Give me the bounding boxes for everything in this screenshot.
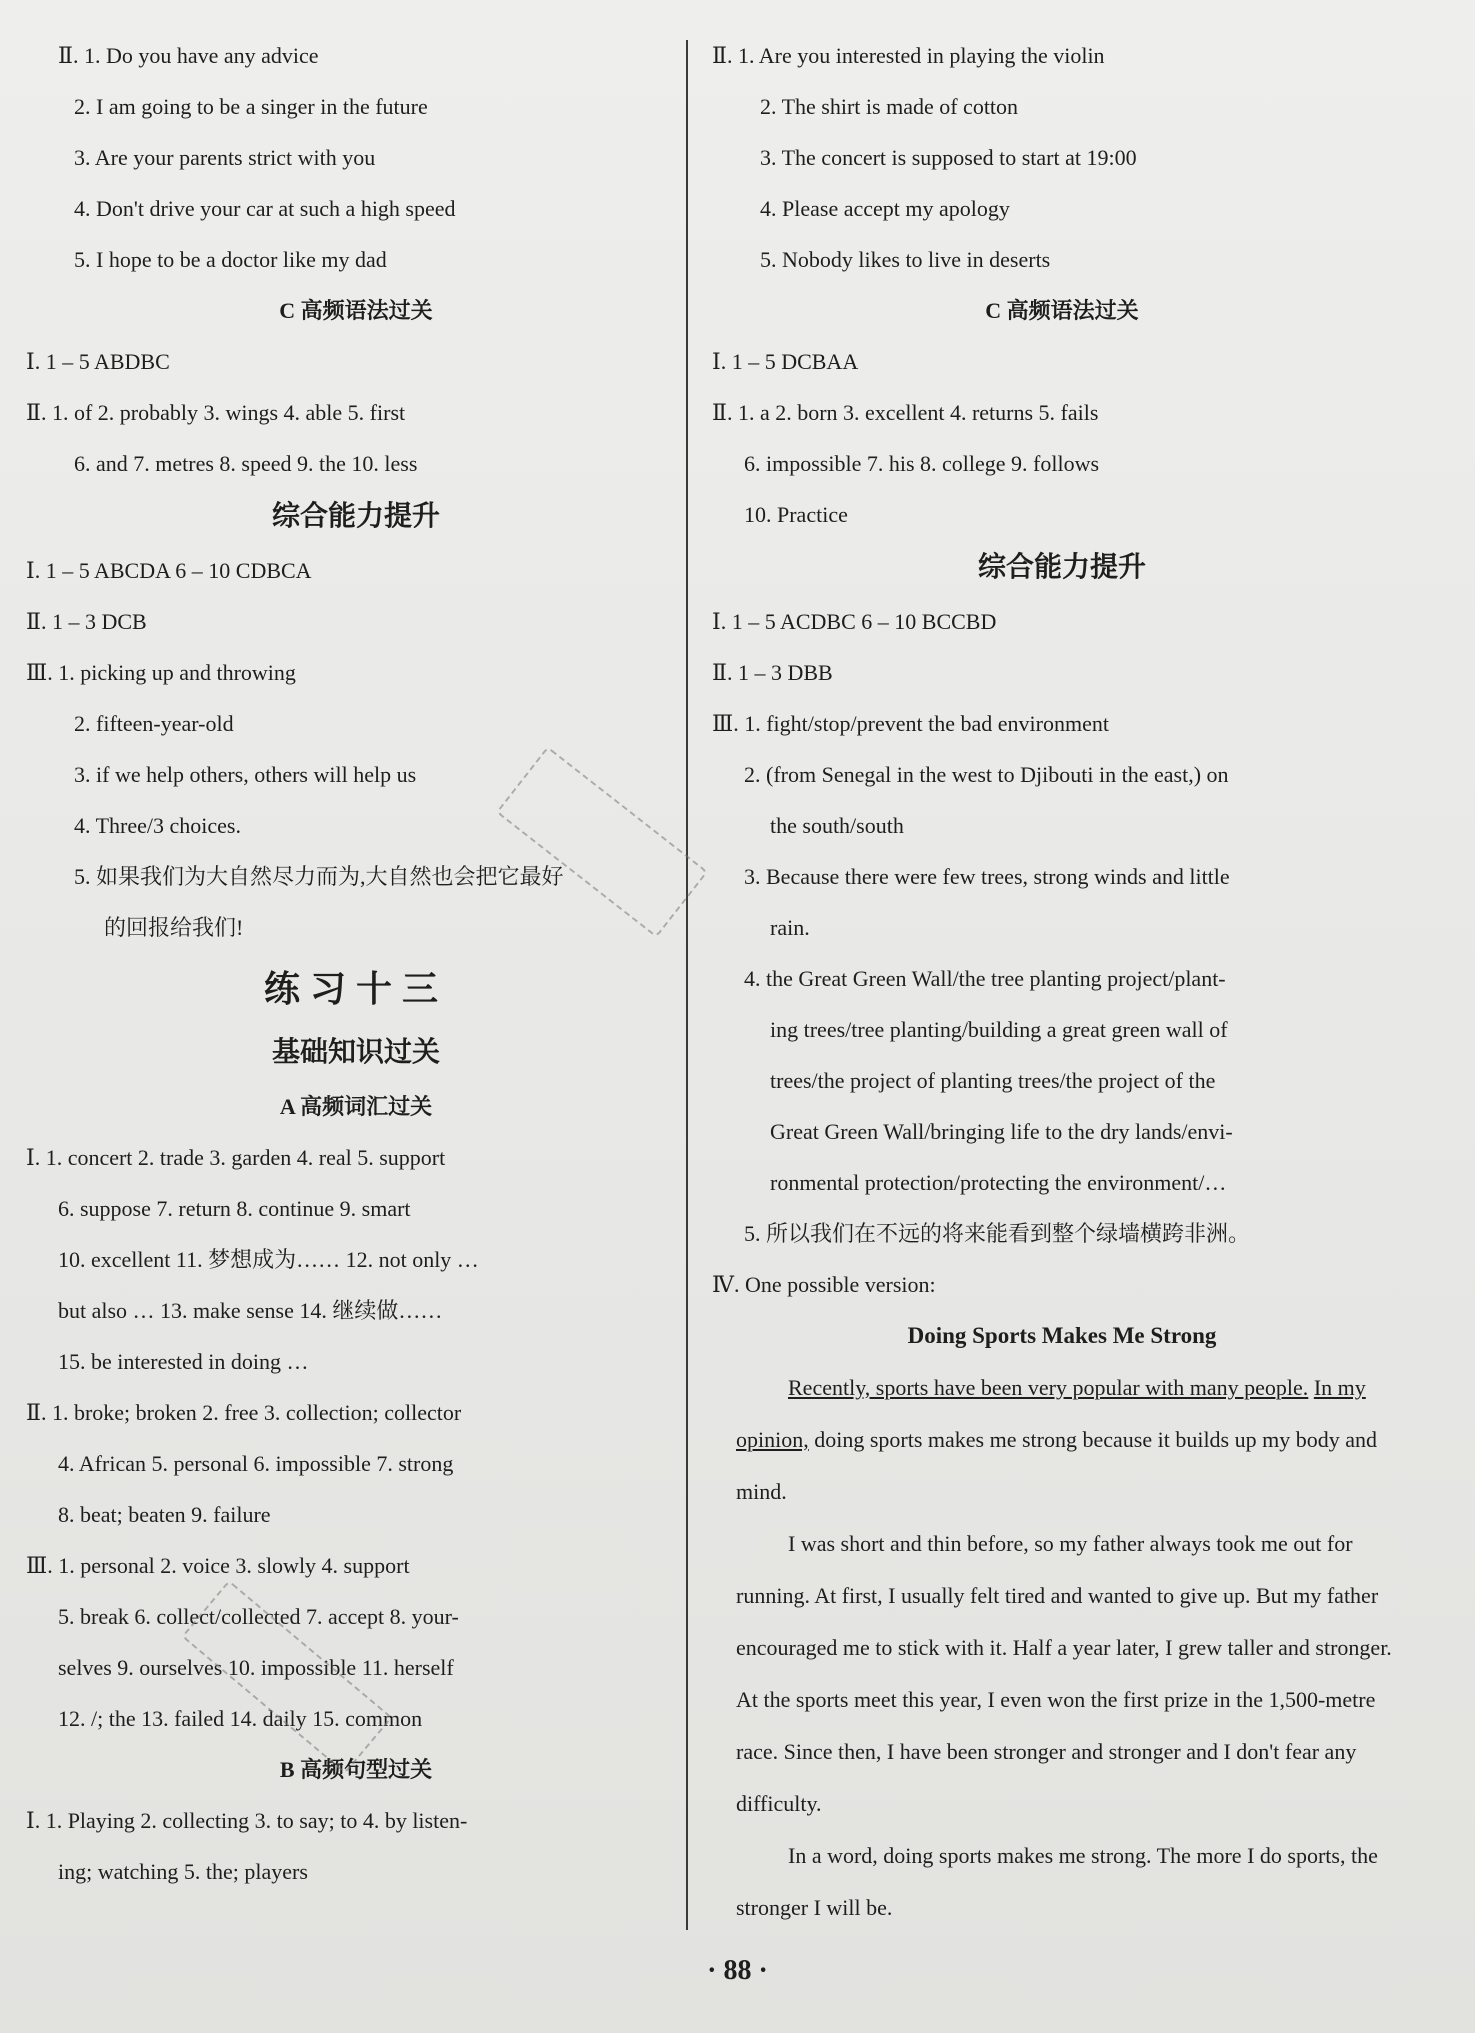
- answer-line: 2. I am going to be a singer in the future: [74, 94, 428, 119]
- answer-line: 4. African 5. personal 6. impossible 7. strong: [58, 1451, 454, 1476]
- section-subtitle: C 高频语法过关: [279, 298, 433, 323]
- answer-line: Ⅱ. 1. of 2. probably 3. wings 4. able 5. first: [26, 400, 406, 425]
- answer-line: 4. Three/3 choices.: [74, 813, 241, 838]
- answer-line: 2. The shirt is made of cotton: [760, 94, 1019, 119]
- underlined-phrase: In my opinion,: [736, 1375, 1366, 1452]
- answer-line: Ⅲ. 1. personal 2. voice 3. slowly 4. support: [26, 1553, 410, 1578]
- answer-line: 6. and 7. metres 8. speed 9. the 10. less: [74, 451, 418, 476]
- answer-line: 4. Don't drive your car at such a high speed: [74, 196, 456, 221]
- lesson-title: 练习十三: [263, 969, 448, 1009]
- answer-line: Great Green Wall/bringing life to the dry lands/envi-: [770, 1119, 1233, 1144]
- answer-line: Ⅱ. 1. Are you interested in playing the violin: [712, 43, 1105, 68]
- answer-line: 15. be interested in doing …: [58, 1349, 309, 1374]
- answer-line: Ⅱ. 1. a 2. born 3. excellent 4. returns 5. fails: [712, 400, 1099, 425]
- answer-line: ing trees/tree planting/building a great green wall of: [770, 1017, 1228, 1042]
- answer-line: Ⅰ. 1. concert 2. trade 3. garden 4. real 5. support: [26, 1145, 446, 1170]
- answer-line: Ⅱ. 1 – 3 DCB: [26, 609, 147, 634]
- answer-line: 5. I hope to be a doctor like my dad: [74, 247, 387, 272]
- answer-line: 5. Nobody likes to live in deserts: [760, 247, 1051, 272]
- answer-line: 3. Because there were few trees, strong winds and little: [744, 864, 1230, 889]
- answer-line: Ⅲ. 1. picking up and throwing: [26, 660, 296, 685]
- answer-line: the south/south: [770, 813, 904, 838]
- underlined-phrase: Recently, sports have been very popular with many people.: [788, 1375, 1309, 1400]
- answer-line: 3. The concert is supposed to start at 19:00: [760, 145, 1137, 170]
- essay-paragraph: I was short and thin before, so my father always took me out for running. At first, I usually felt tired and wanted to give up. But my father encouraged me to stick with it. Half a year later, I grew taller and stronger. At the sports meet this year, I even won the first prize in the 1,500-metre race. Since then, I have been stronger and stronger and I don't fear any difficulty.: [736, 1531, 1392, 1816]
- answer-line: 3. if we help others, others will help us: [74, 762, 417, 787]
- column-divider: [686, 40, 688, 1930]
- answer-line: 的回报给我们!: [104, 915, 244, 940]
- answer-line: Ⅰ. 1 – 5 DCBAA: [712, 349, 859, 374]
- section-subtitle: A 高频词汇过关: [279, 1094, 433, 1119]
- answer-line: but also … 13. make sense 14. 继续做……: [58, 1298, 443, 1323]
- answer-line: trees/the project of planting trees/the project of the: [770, 1068, 1216, 1093]
- answer-line: rain.: [770, 915, 810, 940]
- answer-line: Ⅱ. 1 – 3 DBB: [712, 660, 833, 685]
- section-heading: 基础知识过关: [271, 1037, 440, 1068]
- answer-line: 10. Practice: [744, 502, 848, 527]
- answer-line: ronmental protection/protecting the environment/…: [770, 1170, 1227, 1195]
- answer-line: Ⅲ. 1. fight/stop/prevent the bad environment: [712, 711, 1109, 736]
- page-number: · 88 ·: [707, 1955, 768, 1986]
- answer-line: Ⅱ. 1. Do you have any advice: [58, 43, 319, 68]
- left-column: [26, 30, 686, 1897]
- answer-line: Ⅰ. 1. Playing 2. collecting 3. to say; to 4. by listen-: [26, 1808, 468, 1833]
- answer-line: 2. fifteen-year-old: [74, 711, 234, 736]
- answer-line: 3. Are your parents strict with you: [74, 145, 376, 170]
- answer-line: Ⅳ. One possible version:: [712, 1272, 936, 1297]
- section-heading: 综合能力提升: [271, 501, 440, 532]
- section-subtitle: C 高频语法过关: [985, 298, 1139, 323]
- answer-line: 6. impossible 7. his 8. college 9. follows: [744, 451, 1100, 476]
- essay-text: doing sports makes me strong because it builds up my body and mind.: [736, 1427, 1377, 1504]
- answer-line: Ⅰ. 1 – 5 ACDBC 6 – 10 BCCBD: [712, 609, 997, 634]
- essay-paragraph: In a word, doing sports makes me strong. The more I do sports, the stronger I will be.: [736, 1843, 1378, 1920]
- answer-line: 4. the Great Green Wall/the tree planting project/plant-: [744, 966, 1226, 991]
- answer-line: 5. 如果我们为大自然尽力而为,大自然也会把它最好: [74, 864, 564, 889]
- essay-title: Doing Sports Makes Me Strong: [907, 1323, 1217, 1348]
- answer-line: Ⅱ. 1. broke; broken 2. free 3. collection; collector: [26, 1400, 462, 1425]
- answer-line: 5. break 6. collect/collected 7. accept 8. your-: [58, 1604, 459, 1629]
- answer-line: 8. beat; beaten 9. failure: [58, 1502, 271, 1527]
- answer-line: 5. 所以我们在不远的将来能看到整个绿墙横跨非洲。: [744, 1221, 1251, 1246]
- answer-line: Ⅰ. 1 – 5 ABCDA 6 – 10 CDBCA: [26, 558, 312, 583]
- section-heading: 综合能力提升: [977, 552, 1146, 583]
- answer-line: 2. (from Senegal in the west to Djibouti in the east,) on: [744, 762, 1229, 787]
- section-subtitle: B 高频句型过关: [279, 1757, 433, 1782]
- answer-line: ing; watching 5. the; players: [58, 1859, 308, 1884]
- answer-line: selves 9. ourselves 10. impossible 11. herself: [58, 1655, 454, 1680]
- answer-line: Ⅰ. 1 – 5 ABDBC: [26, 349, 170, 374]
- essay-paragraph: [712, 1362, 1412, 1518]
- right-column: [712, 30, 1412, 1934]
- answer-line: 4. Please accept my apology: [760, 196, 1010, 221]
- answer-line: 12. /; the 13. failed 14. daily 15. common: [58, 1706, 423, 1731]
- answer-line: 10. excellent 11. 梦想成为…… 12. not only …: [58, 1247, 479, 1272]
- answer-line: 6. suppose 7. return 8. continue 9. smart: [58, 1196, 411, 1221]
